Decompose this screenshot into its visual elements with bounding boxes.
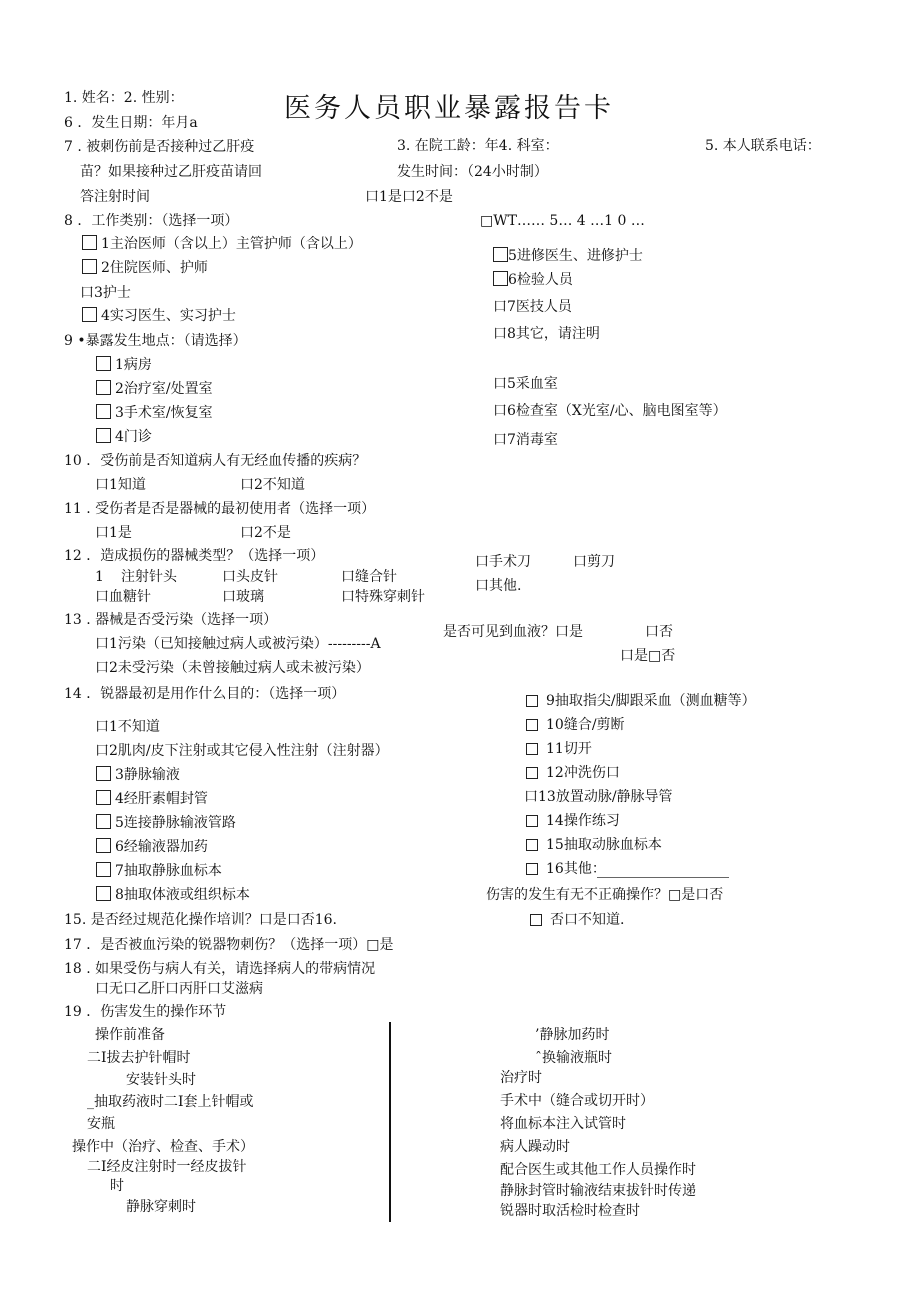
q19-right-1[interactable]: ’静脉加药时 — [535, 1027, 610, 1043]
checkbox-icon[interactable] — [96, 766, 111, 781]
q14-option-8[interactable]: 8抽取体液或组织标本 — [96, 886, 250, 904]
q14-option-11[interactable]: 11切开 — [526, 740, 592, 758]
checkbox-icon[interactable] — [526, 719, 538, 731]
checkbox-icon[interactable] — [82, 259, 97, 274]
q8-cut-text: □WT…… 5… 4 …1 0 … — [480, 213, 645, 229]
q14-option-3[interactable]: 3静脉输液 — [96, 766, 180, 784]
q14-option-15[interactable]: 15抽取动脉血标本 — [526, 836, 662, 854]
q12-option-scissors[interactable]: 口剪刀 — [573, 554, 615, 570]
q14-option-5[interactable]: 5连接静脉输液管路 — [96, 814, 236, 832]
column-divider — [389, 1022, 391, 1222]
q11-option-no[interactable]: 口2不是 — [240, 525, 291, 541]
checkbox-icon[interactable] — [96, 356, 111, 371]
checkbox-icon[interactable] — [96, 428, 111, 443]
q14-label: 14 ．锐器最初是用作什么目的：（选择一项） — [64, 686, 346, 702]
q9-label: 9 •暴露发生地点：（请选择） — [64, 333, 247, 349]
checkbox-icon[interactable] — [530, 914, 542, 926]
q19-left-4[interactable]: _抽取药液时二I套上针帽或 — [87, 1094, 254, 1110]
q14-option-6[interactable]: 6经输液器加药 — [96, 838, 208, 856]
q19-right-5[interactable]: 将血标本注入试管时 — [500, 1116, 626, 1132]
improper-operation-question[interactable]: 伤害的发生有无不正确操作？□是口否 — [486, 887, 724, 903]
q12-option-suture-needle[interactable]: 口缝合针 — [341, 569, 397, 585]
page-title: 医务人员职业暴露报告卡 — [284, 93, 614, 124]
q13-blood-visible[interactable]: 是否可见到血液？口是 — [443, 624, 583, 640]
q19-left-9[interactable]: 静脉穿刺时 — [126, 1199, 196, 1215]
q17-label[interactable]: 17 ．是否被血污染的锐器物刺伤？（选择一项）□是 — [64, 937, 394, 953]
q9-option-2[interactable]: 2治疗室/处置室 — [96, 380, 213, 398]
q13-option-contaminated[interactable]: 口1污染（已知接触过病人或被污染）---------A — [95, 636, 381, 652]
q1-name-gender: 1. 姓名：2. 性别： — [64, 90, 184, 106]
checkbox-icon[interactable] — [526, 839, 538, 851]
checkbox-icon[interactable] — [526, 743, 538, 755]
q14-option-2[interactable]: 口2肌肉/皮下注射或其它侵入性注射（注射器） — [95, 743, 389, 759]
q14-option-4[interactable]: 4经肝素帽封管 — [96, 790, 208, 808]
q19-left-8: 时 — [110, 1178, 124, 1194]
checkbox-icon[interactable] — [96, 886, 111, 901]
q3-q4-tenure-dept: 3. 在院工龄：年4. 科室： — [397, 138, 559, 154]
checkbox-icon[interactable] — [493, 247, 508, 262]
checkbox-icon[interactable] — [96, 814, 111, 829]
q10-option-dont-know[interactable]: 口2不知道 — [240, 477, 305, 493]
q19-right-6[interactable]: 病人躁动时 — [500, 1139, 570, 1155]
q14-option-14[interactable]: 14操作练习 — [526, 812, 620, 830]
checkbox-icon[interactable] — [96, 790, 111, 805]
q14-option-12[interactable]: 12冲洗伤口 — [526, 764, 620, 782]
q12-option-special-needle[interactable]: 口特殊穿刺针 — [341, 589, 425, 605]
checkbox-icon[interactable] — [96, 862, 111, 877]
q5-phone: 5. 本人联系电话： — [705, 138, 821, 154]
q13-label: 13 . 器械是否受污染（选择一项） — [64, 612, 278, 628]
q8-option-5[interactable]: 5进修医生、进修护士 — [493, 247, 643, 265]
q8-option-7[interactable]: 口7医技人员 — [493, 299, 572, 315]
checkbox-icon[interactable] — [493, 271, 508, 286]
q7-line3: 答注射时间 — [80, 189, 150, 205]
q8-option-6[interactable]: 6检验人员 — [493, 271, 573, 289]
q19-right-9[interactable]: 锐器时取活检时检查时 — [500, 1203, 640, 1219]
q19-left-2[interactable]: 二I拔去护针帽时 — [87, 1050, 191, 1066]
q10-option-know[interactable]: 口1知道 — [95, 477, 146, 493]
q9-option-1[interactable]: 1病房 — [96, 356, 152, 374]
q13-yes-no[interactable]: 口是□否 — [620, 648, 676, 664]
q19-right-7[interactable]: 配合医生或其他工作人员操作时 — [500, 1162, 696, 1178]
q14-option-10[interactable]: 10缝合/剪断 — [526, 716, 625, 734]
q8-option-8[interactable]: 口8其它，请注明 — [493, 326, 600, 342]
q12-option-needle[interactable]: 注射针头 — [121, 569, 177, 585]
q14-option-16[interactable]: 16其他： — [526, 860, 606, 878]
q9-option-6[interactable]: 口6检查室（X光室/心、脑电图室等） — [493, 403, 727, 419]
q9-option-7[interactable]: 口7消毒室 — [493, 432, 558, 448]
q12-option-1-num: 1 — [95, 569, 104, 585]
q19-right-3[interactable]: 治疗时 — [500, 1070, 542, 1086]
q11-option-yes[interactable]: 口1是 — [95, 525, 132, 541]
q7-line2: 苗？如果接种过乙肝疫苗请回 — [80, 164, 262, 180]
checkbox-icon[interactable] — [96, 838, 111, 853]
checkbox-icon[interactable] — [96, 404, 111, 419]
q10-label: 10 ．受伤前是否知道病人有无经血传播的疾病？ — [64, 453, 367, 469]
checkbox-icon[interactable] — [82, 307, 97, 322]
q19-right-4[interactable]: 手术中（缝合或切开时） — [500, 1093, 654, 1109]
q12-option-glucose-needle[interactable]: 口血糖针 — [95, 589, 151, 605]
q19-left-6: 操作中（治疗、检查、手术） — [72, 1139, 254, 1155]
q19-left-5: 安瓶 — [87, 1116, 115, 1132]
q19-right-2[interactable]: ˆ换输液瓶时 — [535, 1050, 612, 1066]
q12-option-scalpel[interactable]: 口手术刀 — [475, 554, 531, 570]
q7-line1: 7 . 被刺伤前是否接种过乙肝疫 — [64, 139, 255, 155]
q12-option-glass[interactable]: 口玻璃 — [222, 589, 264, 605]
q19-left-7[interactable]: 二I经皮注射时一经皮拔针 — [87, 1159, 247, 1175]
q8-option-3[interactable]: 口3护士 — [80, 285, 131, 301]
q12-label: 12 ．造成损伤的器械类型？（选择一项） — [64, 548, 325, 564]
q19-left-1: 操作前准备 — [95, 1027, 165, 1043]
checkbox-icon[interactable] — [526, 863, 538, 875]
q11-label: 11 . 受伤者是否是器械的最初使用者（选择一项） — [64, 501, 376, 517]
checkbox-icon[interactable] — [82, 235, 97, 250]
checkbox-icon[interactable] — [96, 380, 111, 395]
q8-option-4[interactable]: 4实习医生、实习护士 — [82, 307, 236, 325]
checkbox-icon[interactable] — [526, 767, 538, 779]
q12-option-scalp-needle[interactable]: 口头皮针 — [222, 569, 278, 585]
q8-option-2[interactable]: 2住院医师、护师 — [82, 259, 208, 277]
q9-option-5[interactable]: 口5采血室 — [493, 376, 558, 392]
q15-label[interactable]: 15. 是否经过规范化操作培训？口是口否16. — [64, 912, 337, 928]
q14-option-9[interactable]: 9抽取指尖/脚跟采血（测血糖等） — [526, 692, 756, 710]
q13-option-not-contaminated[interactable]: 口2未受污染（未曾接触过病人或未被污染） — [95, 660, 370, 676]
q16-options[interactable]: 否口不知道. — [530, 911, 624, 929]
q18-options[interactable]: 口无口乙肝口丙肝口艾滋病 — [95, 981, 263, 997]
q14-option-7[interactable]: 7抽取静脉血标本 — [96, 862, 222, 880]
q8-label: 8 ．工作类别：（选择一项） — [64, 213, 239, 229]
q9-option-3[interactable]: 3手术室/恢复室 — [96, 404, 213, 422]
q14-option-1[interactable]: 口1不知道 — [95, 719, 160, 735]
checkbox-icon[interactable] — [526, 695, 538, 707]
checkbox-icon[interactable] — [526, 815, 538, 827]
q9-option-4[interactable]: 4门诊 — [96, 428, 152, 446]
q12-option-other[interactable]: 口其他. — [475, 578, 522, 594]
q19-left-3[interactable]: 安装针头时 — [126, 1072, 196, 1088]
q7-vaccinated-options[interactable]: 口1是口2不是 — [365, 189, 453, 205]
q8-option-1[interactable]: 1主治医师（含以上）主管护师（含以上） — [82, 235, 362, 253]
q6-date: 6 ．发生日期：年月a — [64, 115, 198, 131]
q18-label: 18 . 如果受伤与病人有关，请选择病人的带病情况 — [64, 961, 376, 977]
q13-blood-no[interactable]: 口否 — [645, 624, 673, 640]
occurrence-time: 发生时间：（24小时制） — [397, 164, 548, 180]
q19-right-8[interactable]: 静脉封管时输液结束拔针时传递 — [500, 1183, 696, 1199]
q14-other-input-line[interactable] — [597, 877, 729, 878]
q19-label: 19 ．伤害发生的操作环节 — [64, 1004, 227, 1020]
q14-option-13[interactable]: 口13放置动脉/静脉导管 — [524, 789, 673, 805]
